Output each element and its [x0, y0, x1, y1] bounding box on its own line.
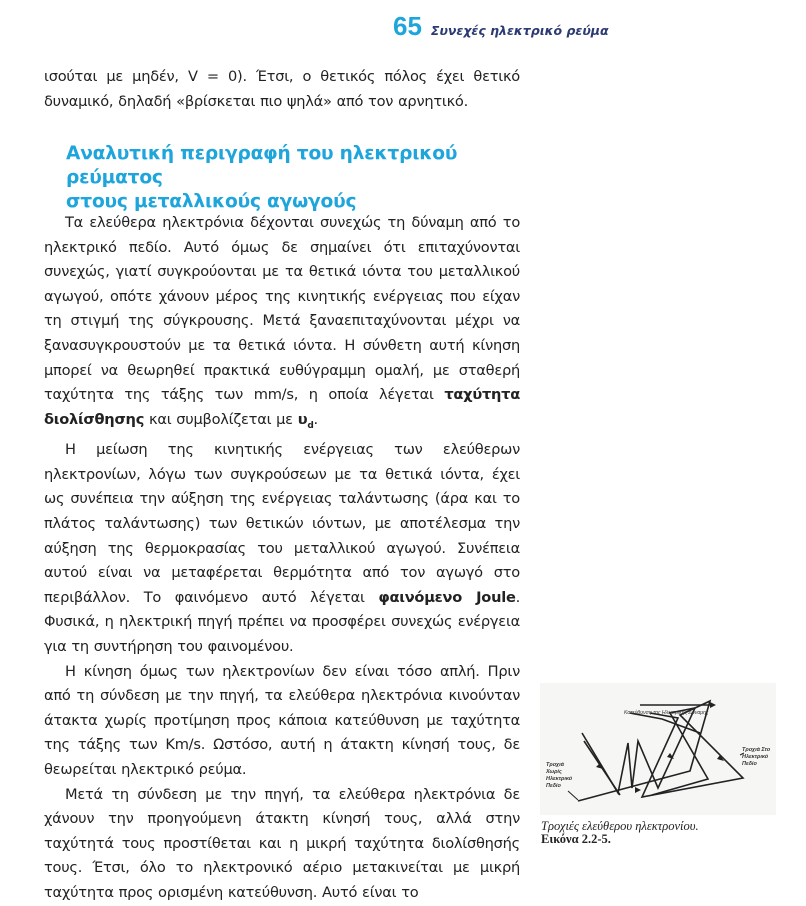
symbol-drift-velocity: [297, 410, 314, 431]
text-run: Τα ελεύθερα ηλεκτρόνια δέχονται συνεχώς τη δύναμη από το ηλεκτρικό πεδίο. Αυτό όμως δε σημαίνει ότι επιταχύνονται συνεχώς, γιατί συγκρούονται με τα θετικά ιόντα του μεταλλικού αγωγού, οπότε χάνουν μέρος της κινητικής ενέργειας που είχαν τη στιγμή της σύγκρουσης. Μετά ξαναεπιταχύνονται μέχρι να ξανασυγκρουστούν με τα θετικά ιόντα. Η σύνθετη αυτή κίνηση μπορεί να θεωρηθεί πρακτικά ευθύγραμμη ομαλή, με σταθερή ταχύτητα της τάξης των mm/s, η οποία λέγεται: [44, 214, 520, 404]
paragraph-after-connection: Μετά τη σύνδεση με την πηγή, τα ελεύθερα ηλεκτρόνια δε χάνουν την προηγούμενη άτακτη κίνησή τους, αλλά στην ταχύτητά τους προστίθεται και η μικρή ταχύτητα διολίσθησής τους. Έτσι, όλο το ηλεκτρονικό αέριο μετακινείται με μικρή ταχύτητα προς ορισμένη κατεύθυνση. Αυτό είναι το: [44, 785, 520, 901]
section-heading-line1: Αναλυτική περιγραφή του ηλεκτρικού ρεύματος: [66, 143, 458, 188]
label-without-field-4: Πεδίο: [546, 783, 561, 789]
term-joule-effect: φαινόμενο Joule: [378, 588, 516, 606]
figure-caption: [541, 820, 791, 846]
term-drift-velocity: ταχύτητα διολίσθησης: [44, 386, 520, 428]
arrow-label: Κατεύθυνση της Ηλεκτρικής Δύναμης: [624, 710, 709, 716]
label-with-field-2: Ηλεκτρικό: [742, 754, 769, 760]
text-run: . Φυσικά, η ηλεκτρική πηγή πρέπει να προσφέρει συνεχώς ενέργεια για τη συντήρηση του φαινομένου.: [44, 588, 520, 655]
running-title: Συνεχές ηλεκτρικό ρεύμα: [430, 23, 609, 38]
intro-paragraph: ισούται με μηδέν, V = 0). Έτσι, ο θετικός πόλος έχει θετικό δυναμικό, δηλαδή «βρίσκεται πιο ψηλά» από τον αρνητικό.: [44, 68, 520, 110]
label-without-field-3: Ηλεκτρικό: [546, 776, 573, 782]
caption-number: Εικόνα 2.2-5.: [541, 832, 611, 846]
label-with-field-1: Τροχιά Στο: [742, 747, 771, 753]
label-without-field-2: Χωρίς: [546, 769, 562, 775]
section-heading-line2: στους μεταλλικούς αγωγούς: [66, 191, 357, 212]
label-with-field-3: Πεδίο: [742, 761, 757, 767]
page-header: [393, 10, 609, 42]
section-heading: [66, 142, 526, 214]
caption-text: Τροχιές ελεύθερου ηλεκτρονίου.: [541, 819, 699, 833]
symbol: υ: [297, 410, 308, 428]
page-number: 65: [393, 11, 422, 41]
paragraph-drift-velocity: [44, 211, 520, 438]
text-run: .: [313, 410, 318, 428]
text-run: Η μείωση της κινητικής ενέργειας των ελεύθερων ηλεκτρονίων, λόγω των συγκρούσεων με τα θετικά ιόντα, έχει ως συνέπεια την αύξηση της ενέργειας ταλάντωσης (άρα και το πλάτος ταλάντωσης) των θετικών ιόντων, με αποτέλεσμα την αύξηση της θερμοκρασίας του μεταλλικού αγωγού. Συνέπεια αυτού είναι να μεταφέρεται θερμότητα από τον αγωγό στο περιβάλλον. Το φαινόμενο αυτό λέγεται: [44, 441, 520, 606]
text-run: και συμβολίζεται με: [144, 410, 298, 428]
body-text: [44, 211, 520, 906]
figure-electron-trajectories: [540, 683, 776, 815]
paragraph-joule: [44, 438, 520, 659]
symbol-subscript: d: [307, 420, 314, 431]
label-without-field-1: Τροχιά: [546, 762, 565, 768]
paragraph-random-motion: Η κίνηση όμως των ηλεκτρονίων δεν είναι τόσο απλή. Πριν από τη σύνδεση με την πηγή, τα ελεύθερα ηλεκτρόνια κινούνταν άτακτα χωρίς προτίμηση προς κάποια κατεύθυνση με ταχύτητα της τάξης των Km/s. Ωστόσο, αυτή η άτακτη κίνησή τους, δε θεωρείται ηλεκτρικό ρεύμα.: [44, 662, 520, 778]
trajectory-diagram: [540, 683, 776, 815]
